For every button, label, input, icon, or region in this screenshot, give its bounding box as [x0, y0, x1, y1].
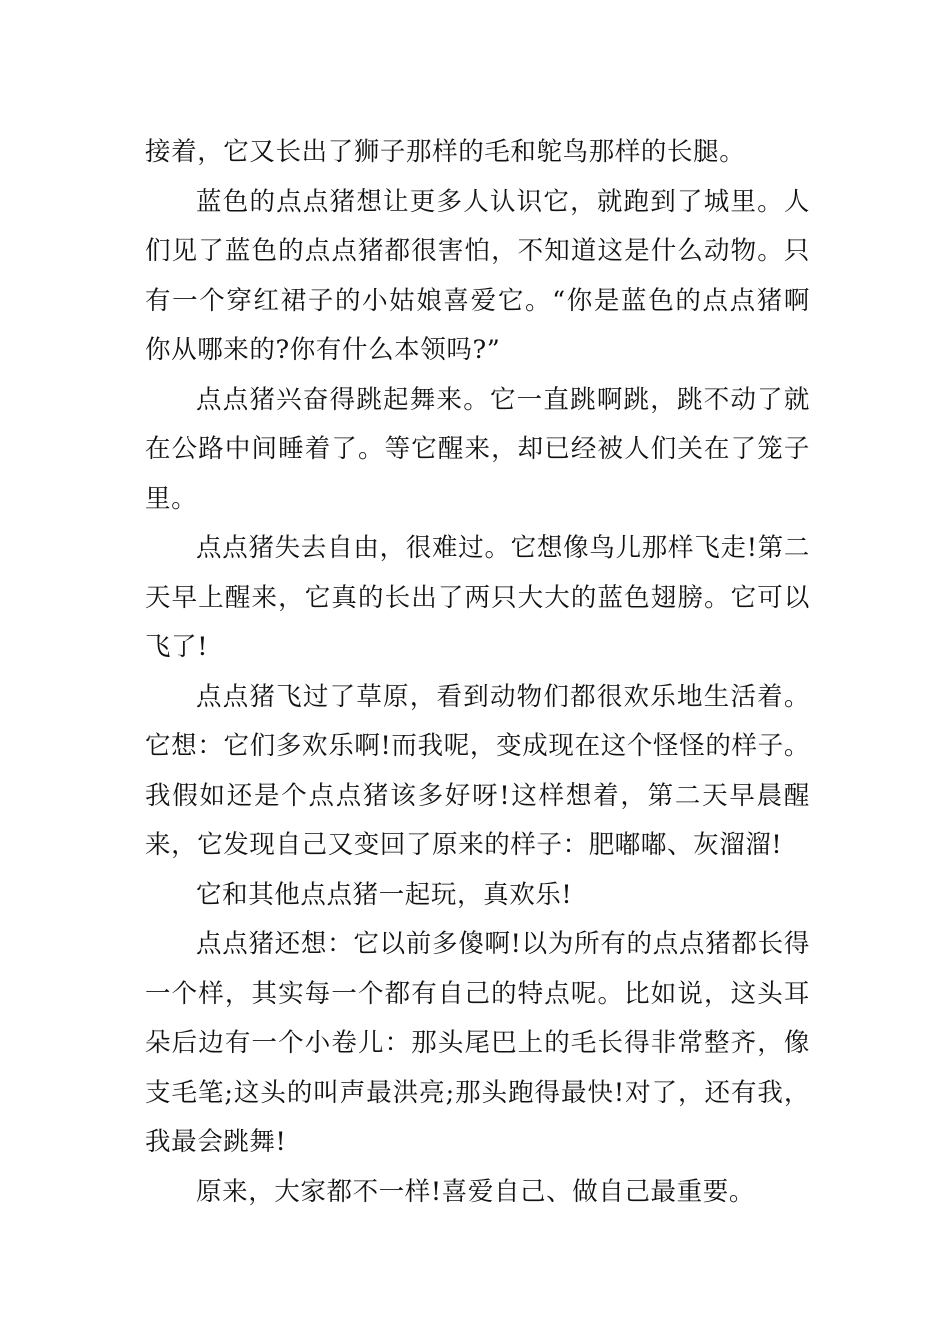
paragraph: 点点猪飞过了草原，看到动物们都很欢乐地生活着。它想：它们多欢乐啊!而我呢，变成现在这个怪怪的样子。我假如还是个点点猪该多好呀!这样想着，第二天早晨醒来，它发现自己又变回了原来的样子：肥嘟嘟、灰溜溜! — [145, 681, 810, 860]
paragraph-continuation: 接着，它又长出了狮子那样的毛和鸵鸟那样的长腿。 — [145, 137, 746, 167]
paragraph: 原来，大家都不一样!喜爱自己、做自己最重要。 — [196, 1176, 755, 1207]
story-body — [145, 128, 810, 1217]
paragraph: 它和其他点点猪一起玩，真欢乐! — [196, 879, 573, 910]
paragraph: 点点猪失去自由，很难过。它想像鸟儿那样飞走!第二天早上醒来，它真的长出了两只大大的蓝色翅膀。它可以飞了! — [145, 533, 810, 662]
paragraph: 蓝色的点点猪想让更多人认识它，就跑到了城里。人们见了蓝色的点点猪都很害怕，不知道这是什么动物。只有一个穿红裙子的小姑娘喜爱它。“你是蓝色的点点猪啊你从哪来的?你有什么本领吗?” — [145, 186, 810, 365]
paragraph: 点点猪还想：它以前多傻啊!以为所有的点点猪都长得一个样，其实每一个都有自己的特点呢。比如说，这头耳朵后边有一个小卷儿：那头尾巴上的毛长得非常整齐，像支毛笔;这头的叫声最洪亮;那头跑得最快!对了，还有我，我最会跳舞! — [145, 929, 810, 1157]
paragraph: 点点猪兴奋得跳起舞来。它一直跳啊跳，跳不动了就在公路中间睡着了。等它醒来，却已经被人们关在了笼子里。 — [145, 384, 810, 514]
